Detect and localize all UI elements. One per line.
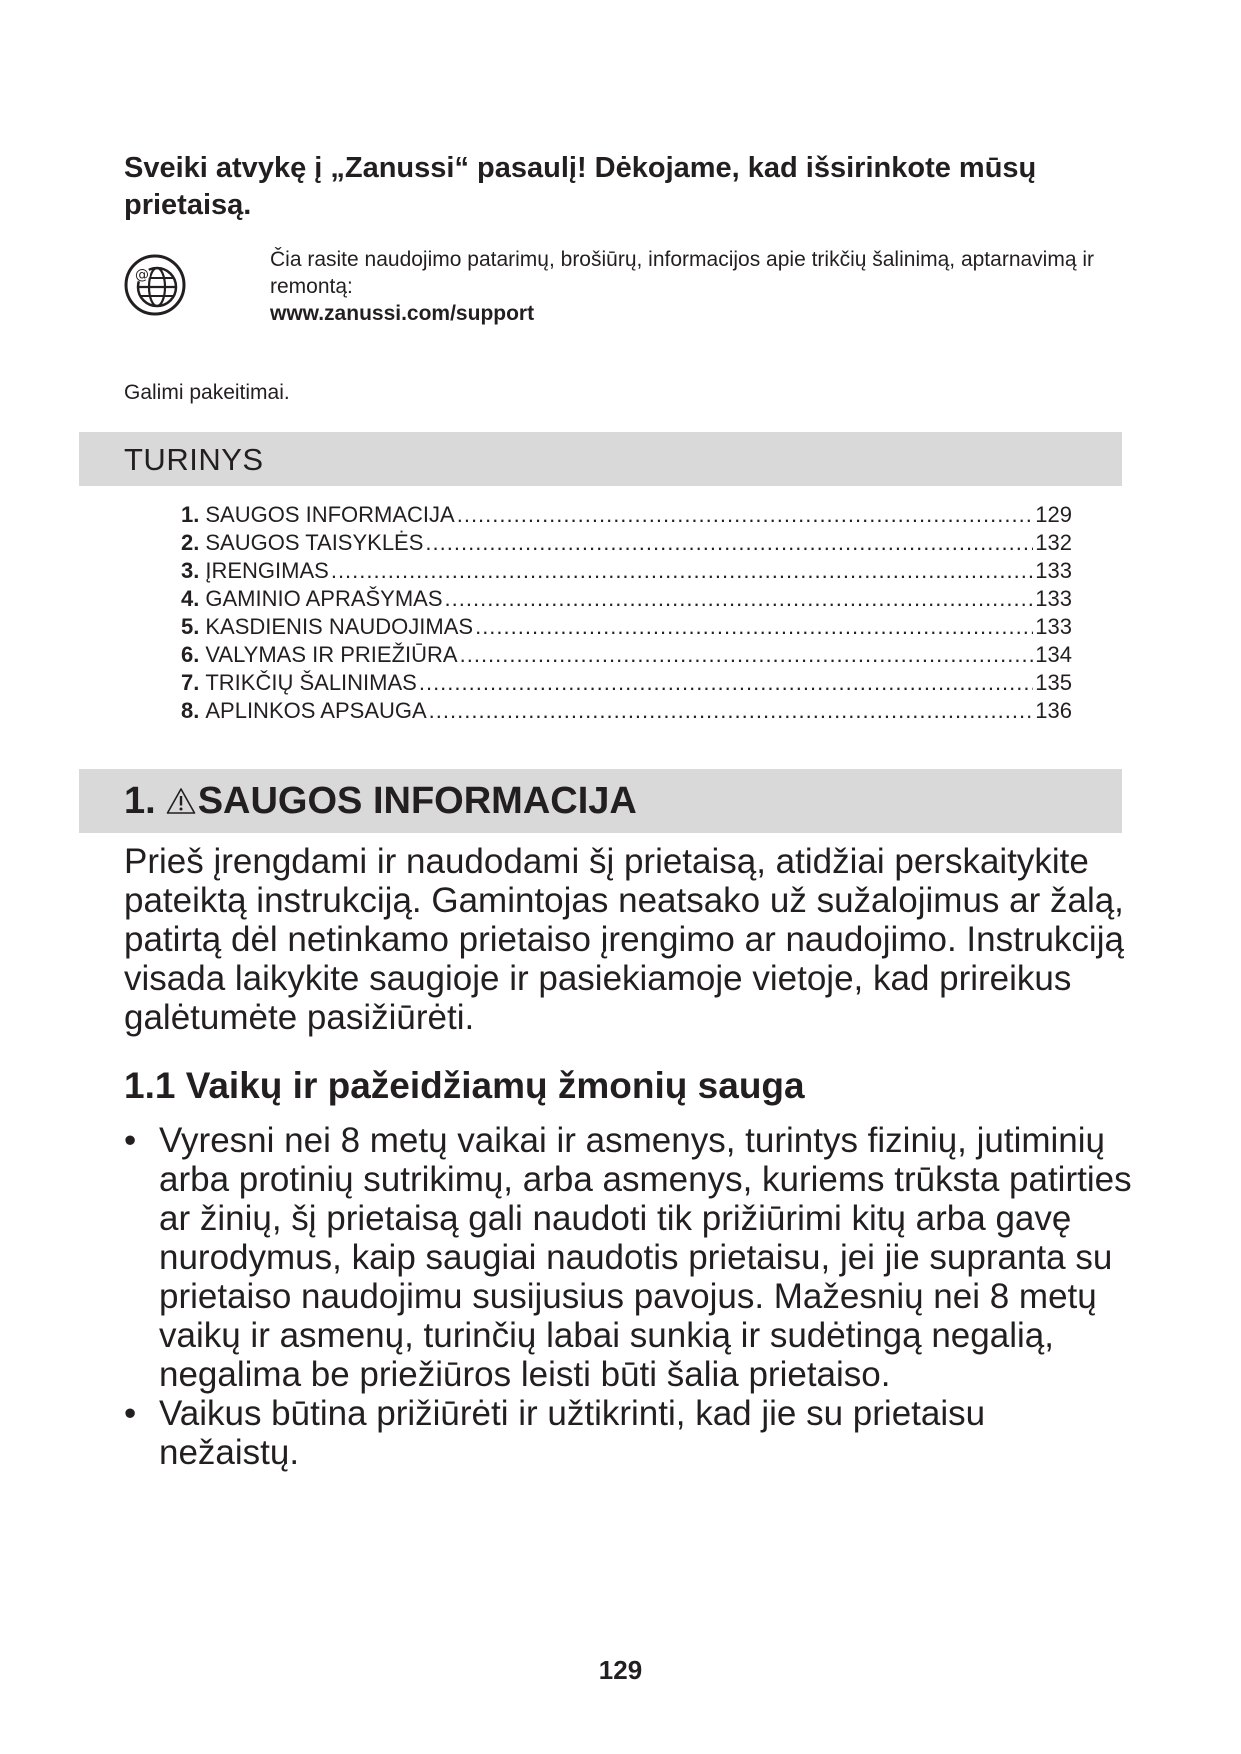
toc-leader xyxy=(460,641,1034,669)
toc-page: 129 xyxy=(1035,502,1072,527)
toc-label: TRIKČIŲ ŠALINIMAS xyxy=(205,670,417,695)
toc-leader xyxy=(419,669,1033,697)
toc-leader xyxy=(457,501,1034,529)
toc-label: ĮRENGIMAS xyxy=(205,558,329,583)
toc-leader xyxy=(425,529,1033,557)
subsection-heading: 1.1 Vaikų ir pažeidžiamų žmonių sauga xyxy=(124,1065,805,1106)
toc-page: 136 xyxy=(1035,698,1072,723)
toc-page: 133 xyxy=(1035,586,1072,611)
toc-leader xyxy=(475,613,1033,641)
toc-page: 133 xyxy=(1035,558,1072,583)
changes-note: Galimi pakeitimai. xyxy=(124,381,290,404)
toc-label: SAUGOS TAISYKLĖS xyxy=(205,530,424,555)
toc-page: 132 xyxy=(1035,530,1072,555)
toc-page: 134 xyxy=(1035,642,1072,667)
toc-item[interactable]: 7. TRIKČIŲ ŠALINIMAS ..... 135 xyxy=(181,669,1072,697)
page-number: 129 xyxy=(598,1655,643,1685)
support-link[interactable]: www.zanussi.com/support xyxy=(270,302,535,325)
toc-label: GAMINIO APRAŠYMAS xyxy=(205,586,443,611)
toc-item[interactable]: 5. KASDIENIS NAUDOJIMAS ..... 133 xyxy=(181,613,1072,641)
toc-leader xyxy=(445,585,1034,613)
toc-title: TURINYS xyxy=(124,442,264,477)
toc-leader xyxy=(429,697,1034,725)
bullet-mark: • xyxy=(124,1394,137,1433)
toc-label: KASDIENIS NAUDOJIMAS xyxy=(205,614,474,639)
support-text: Čia rasite naudojimo patarimų, brošiūrų, informacijos apie trikčių šalinimą, aptarnavimą ir remontą: xyxy=(270,248,1095,298)
bullet-mark: • xyxy=(124,1121,137,1160)
toc-leader xyxy=(331,557,1033,585)
safety-list xyxy=(124,1121,1134,1472)
intro-paragraph: Prieš įrengdami ir naudodami šį prietaisą, atidžiai perskaitykite pateiktą instrukciją. Gamintojas neatsako už sužalojimus ar žalą, patirtą dėl netinkamo prietaiso įrengimo ar naudojimo. Instrukciją visada laikykite saugioje ir pasiekiamoje vietoje, kad prireikus galėtumėte pasižiūrėti. xyxy=(124,842,1124,1037)
toc-page: 135 xyxy=(1035,670,1072,695)
list-item-text: Vyresni nei 8 metų vaikai ir asmenys, turintys fizinių, jutiminių arba protinių sutrikimų, arba asmenys, kuriems trūksta patirties ar žinių, šį prietaisą gali naudoti tik prižiūrimi kitų arba gavę nurodymus, kaip saugiai naudotis prietaisu, jei jie supranta su prietaiso naudojimu susijusius pavojus. Mažesnių nei 8 metų vaikų ir asmenų, turinčių labai sunkią ir sudėtingą negalią, negalima be priežiūros leisti būti šalia prietaiso. xyxy=(159,1121,1132,1394)
warning-triangle-icon xyxy=(166,787,196,815)
list-item xyxy=(124,1394,1134,1472)
section-title xyxy=(124,780,637,823)
toc-label: SAUGOS INFORMACIJA xyxy=(205,502,455,527)
toc-item[interactable]: 4. GAMINIO APRAŠYMAS ..... 133 xyxy=(181,585,1072,613)
section-number: 1. xyxy=(124,780,156,822)
toc-item[interactable]: 3. ĮRENGIMAS ..... 133 xyxy=(181,557,1072,585)
toc-item[interactable]: 6. VALYMAS IR PRIEŽIŪRA ..... 134 xyxy=(181,641,1072,669)
toc-item[interactable]: 2. SAUGOS TAISYKLĖS ..... 132 xyxy=(181,529,1072,557)
toc-item[interactable]: 8. APLINKOS APSAUGA ..... 136 xyxy=(181,697,1072,725)
list-item-text: Vaikus būtina prižiūrėti ir užtikrinti, kad jie su prietaisu nežaistų. xyxy=(159,1394,986,1472)
section-title-text: SAUGOS INFORMACIJA xyxy=(197,780,637,822)
toc-label: VALYMAS IR PRIEŽIŪRA xyxy=(205,642,458,667)
toc-page: 133 xyxy=(1035,614,1072,639)
toc-item[interactable]: 1. SAUGOS INFORMACIJA ..... 129 xyxy=(181,501,1072,529)
svg-text:@: @ xyxy=(135,267,149,283)
support-info xyxy=(270,246,1100,327)
welcome-heading: Sveiki atvykę į „Zanussi“ pasaulį! Dėkojame, kad išsirinkote mūsų prietaisą. xyxy=(124,152,1037,221)
list-item xyxy=(124,1121,1134,1394)
globe-at-icon xyxy=(123,253,187,317)
table-of-contents xyxy=(181,501,1072,725)
toc-label: APLINKOS APSAUGA xyxy=(205,698,427,723)
